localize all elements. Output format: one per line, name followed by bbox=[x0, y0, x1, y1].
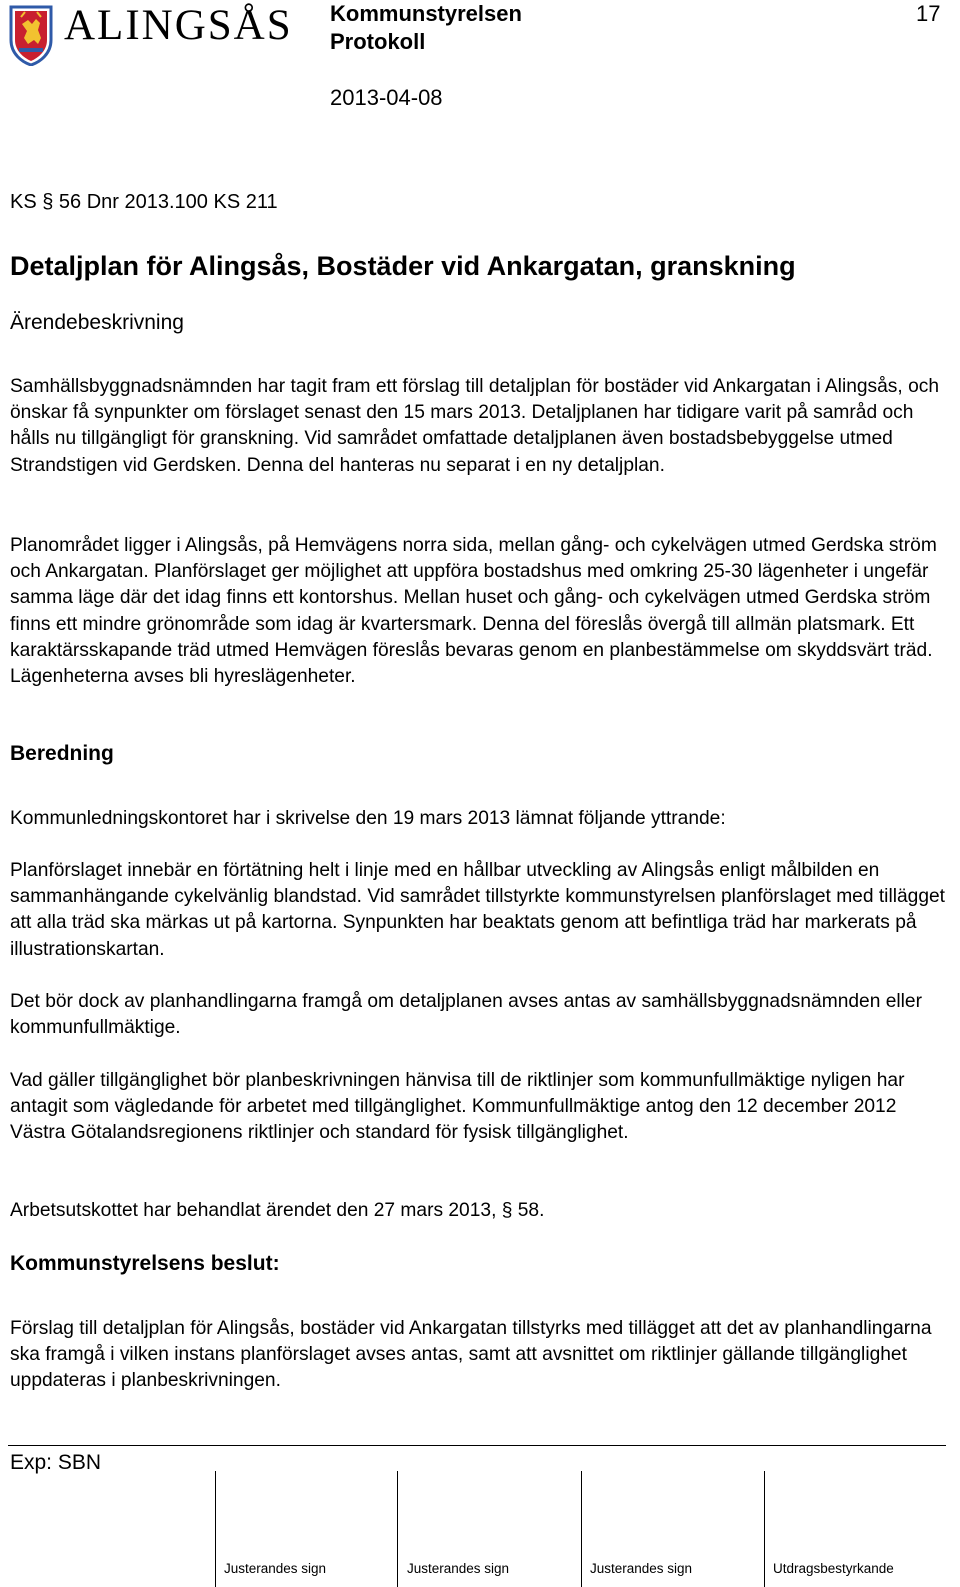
municipality-logo bbox=[8, 2, 298, 66]
footer-divider bbox=[8, 1445, 946, 1446]
signature-divider bbox=[764, 1471, 765, 1587]
page-number: 17 bbox=[916, 1, 941, 26]
section-heading-beredning: Beredning bbox=[10, 742, 114, 765]
signature-box-label: Justerandes sign bbox=[590, 1561, 693, 1576]
section-heading-arendebeskrivning: Ärendebeskrivning bbox=[10, 311, 184, 334]
signature-divider bbox=[215, 1471, 216, 1587]
signature-divider bbox=[397, 1471, 398, 1587]
signature-box-label: Justerandes sign bbox=[224, 1561, 327, 1576]
case-reference: KS § 56 Dnr 2013.100 KS 211 bbox=[10, 191, 278, 213]
organ-name: Kommunstyrelsen bbox=[330, 1, 522, 26]
document-type: Protokoll bbox=[330, 29, 426, 54]
paragraph-beredning-4: Vad gäller tillgänglighet bör planbeskrivningen hänvisa till de riktlinjer som kommunfullmäktige nyligen har antagit som vägledande för arbetet med tillgänglighet. Kommunfullmäktige antog den 12 december 2012 Västra Götalandsregionens riktlinjer och standard för fysisk tillgänglighet. bbox=[10, 1070, 905, 1144]
signature-divider bbox=[581, 1471, 582, 1587]
paragraph-beredning-1: Kommunledningskontoret har i skrivelse den 19 mars 2013 lämnat följande yttrande: bbox=[10, 808, 726, 829]
paragraph-beredning-5: Arbetsutskottet har behandlat ärendet den 27 mars 2013, § 58. bbox=[10, 1200, 545, 1221]
certification-box-label: Utdragsbestyrkande bbox=[773, 1561, 894, 1576]
expedition-note: Exp: SBN bbox=[10, 1451, 102, 1474]
paragraph-arendebeskrivning-1: Samhällsbyggnadsnämnden har tagit fram ett förslag till detaljplan för bostäder vid Ankargatan i Alingsås, och önskar få synpunkter om förslaget senast den 15 mars 2013. Detaljplanen har tidigare varit på samråd och hålls nu tillgängligt för granskning. Vid samrådet omfattade detaljplanen även bostadsbebyggelse utmed Strandstigen vid Gerdsken. Denna del hanteras nu separat i en ny detaljplan. bbox=[10, 376, 939, 476]
paragraph-beredning-2: Planförslaget innebär en förtätning helt i linje med en hållbar utveckling av Alingsås enligt målbilden en sammanhängande cykelvänlig blandstad. Vid samrådet tillstyrkte kommunstyrelsen planförslaget med tillägget att alla träd ska märkas ut på kartorna. Synpunkten har beaktats genom att befintliga träd har markerats på illustrationskartan. bbox=[10, 860, 945, 960]
paragraph-beslut-1: Förslag till detaljplan för Alingsås, bostäder vid Ankargatan tillstyrks med tillägget att det av planhandlingarna ska framgå i vilken instans planförslaget avses antas, samt att avsnittet om riktlinjer gällande tillgänglighet uppdateras i planbeskrivningen. bbox=[10, 1318, 932, 1392]
municipality-name: ALINGSÅS bbox=[64, 2, 293, 49]
meeting-date: 2013-04-08 bbox=[330, 85, 443, 110]
section-heading-beslut: Kommunstyrelsens beslut: bbox=[10, 1252, 280, 1275]
paragraph-arendebeskrivning-2: Planområdet ligger i Alingsås, på Hemvägens norra sida, mellan gång- och cykelvägen utmed Gerdska ström och Ankargatan. Planförslaget ger möjlighet att uppföra bostadshus med omkring 25-30 lägenheter i ungefär samma läge där det idag finns ett kontorshus. Mellan huset och gång- och cykelvägen utmed Gerdska ström finns ett mindre grönområde som idag är kvartersmark. Denna del föreslås övergå till allmän platsmark. Ett karaktärsskapande träd utmed Hemvägen föreslås bevaras genom en planbestämmelse om skyddsvärt träd. Lägenheterna avses bli hyreslägenheter. bbox=[10, 535, 937, 688]
paragraph-beredning-3: Det bör dock av planhandlingarna framgå om detaljplanen avses antas av samhällsbyggnadsnämnden eller kommunfullmäktige. bbox=[10, 991, 922, 1039]
signature-box-label: Justerandes sign bbox=[407, 1561, 510, 1576]
case-title: Detaljplan för Alingsås, Bostäder vid Ankargatan, granskning bbox=[10, 251, 796, 281]
coat-of-arms-icon bbox=[8, 4, 54, 66]
